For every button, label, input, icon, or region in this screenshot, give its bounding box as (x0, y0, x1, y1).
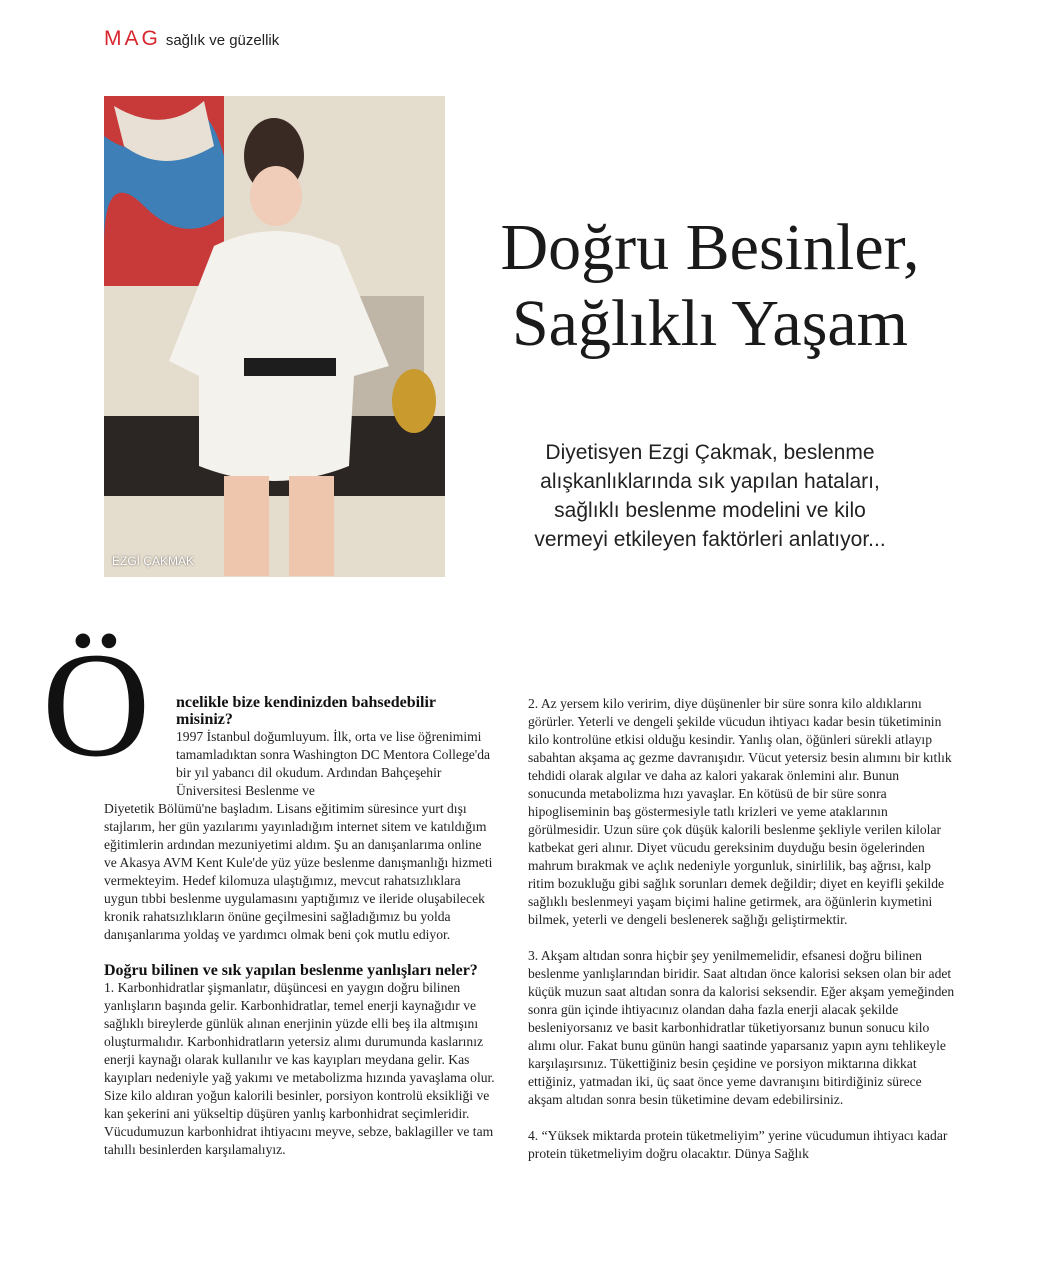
question-1: ncelikle bize kendinizden bahsedebilir misiniz? (176, 694, 436, 728)
question-2: Doğru bilinen ve sık yapılan beslenme yanlışları neler? (104, 962, 478, 979)
article-dek: Diyetisyen Ezgi Çakmak, beslenme alışkanlıklarında sık yapılan hataları, sağlıklı beslenme modelini ve kilo vermeyi etkileyen faktörleri anlatıyor... (534, 441, 886, 551)
brand-logo: MAG (104, 27, 161, 50)
answer-1: Diyetetik Bölümü'ne başladım. Lisans eğitimim süresince yurt dışı stajlarım, her gün yazılarımı yayınladığım internet sitem ve katıldığım eğitimlerin ardından mezuniyetimi aldım. Şu an danışanlarıma online ve Akasya AVM Kent Kule'de yüz yüze beslenme danışmanlığı hizmeti vermekteyim. Hedef kilomuza ulaştığımız, mevcut rahatsızlıklara uygun tıbbi beslenme uygulamasını yaptığımız ve ileride oluşabilecek kronik rahatsızlıkların önüne geçilmesini sağladığımız bu yolda danışanlarıma yoldaş ve yardımcı olmak beni çok mutlu ediyor. (104, 801, 493, 942)
photo-caption: EZGİ ÇAKMAK (112, 554, 195, 568)
right-column (528, 695, 956, 1163)
article-title (460, 210, 960, 362)
paragraph-1: 1. Karbonhidratlar şişmanlatır, düşüncesi en yaygın doğru bilinen yanlışların başında gelir. Karbonhidratlar, temel enerji kaynağıdır ve sağlıklı bireylerde günlük alınan enerjinin yüzde elli beş ila altmışını oluşturmalıdır. Karbonhidratların yetersiz alımı durumunda kaslarınız enerji kaynağı olarak kullanılır ve kas kayıpları meydana gelir. Kas kayıpları nedeniyle yağ yakımı ve metabolizma hızında yavaşlama olur. Size kilo aldıran yoğun kalorili besinler, porsiyon kontrolü eksikliği ve kan şekerini ani yükseltip düşüren yanlış karbonhidrat seçimleridir. Vücudumuzun karbonhidrat ihtiyacını meyve, sebze, baklagiller ve tam tahıllı besinlerden karşılamalıyız. (104, 980, 495, 1157)
left-column (104, 694, 496, 1159)
portrait-illustration (104, 96, 445, 577)
drop-cap: Ö (42, 622, 151, 788)
paragraph-4: 4. “Yüksek miktarda protein tüketmeliyim” yerine vücudumun ihtiyacı kadar protein tüketmeliyim doğru olacaktır. Dünya Sağlık (528, 1128, 948, 1161)
title-line-2: Sağlıklı Yaşam (511, 287, 909, 360)
paragraph-2: 2. Az yersem kilo veririm, diye düşünenler bir süre sonra kilo aldıklarını görürler. Yeterli ve dengeli şekilde vücudun ihtiyacı kadar besin tüketiminin kilo kontrolüne etkisi olduğu kesindir. Yanlış olan, öğünleri sürekli atlayıp sabahtan akşama aç gezme davranışıdır. Vücut yetersiz besin alımını bir kıtlık tehdidi olarak algılar ve daha az kalori yakarak önlemini alır. Bunun sonucunda metabolizma hızı yavaşlar. En kötüsü de bir süre sonra hipogliseminin baş göstermesiyle tatlı krizleri ve yeme ataklarının görülmesidir. Uzun süre çok düşük kalorili beslenme şekliyle verilen kilolar katbekat geri alınır. Diyet vücudu gereksinim duyduğu besin ögelerinden mahrum bırakmak ve açlık nedeniyle yorgunluk, sinirlilik, baş ağrısı, kalp ritim bozukluğu gibi sağlık sorunları demek değildir; diyet en keyifli şekilde sağlıklı beslenmeyi yaşam biçimi haline getirmek, ara öğünlerin kıymetini bilmek, yeterli ve dengeli beslenerek sağlığı geliştirmektir. (528, 696, 952, 927)
magazine-header (104, 27, 279, 51)
paragraph-3: 3. Akşam altıdan sonra hiçbir şey yenilmemelidir, efsanesi doğru bilinen beslenme yanlışlarından biridir. Saat altıdan önce kalorisi seksen olan bir adet küçük muzun saat altıdan sonra da kalorisi seksendir. Eğer akşam yemeğinden sonra gün içinde ihtiyacınız olandan daha fazla enerji alacak şekilde besleniyorsanız ve basit karbonhidratlar tüketiyorsanız bunun sonucu kilo alımı olur. Fakat bunu günün hangi saatinde yaparsanız yapın aynı tehlikeyle karşılaşırsınız. Tükettiğiniz besin çeşidine ve porsiyon miktarına dikkat ettiğiniz, yatmadan iki, üç saat önce yeme davranışını bitirdiğiniz sürece akşam altıdan sonra besin tüketimine devam edebilirsiniz. (528, 948, 955, 1107)
answer-1-indented: 1997 İstanbul doğumluyum. İlk, orta ve lise öğrenimimi tamamladıktan sonra Washington DC Mentora College'da bir yıl yabancı dil okudum. Ardından Bahçeşehir Üniversitesi Beslenme ve (176, 729, 491, 798)
title-line-1: Doğru Besinler, (500, 211, 920, 284)
section-name: sağlık ve güzellik (165, 32, 280, 49)
portrait-photo (104, 96, 445, 577)
